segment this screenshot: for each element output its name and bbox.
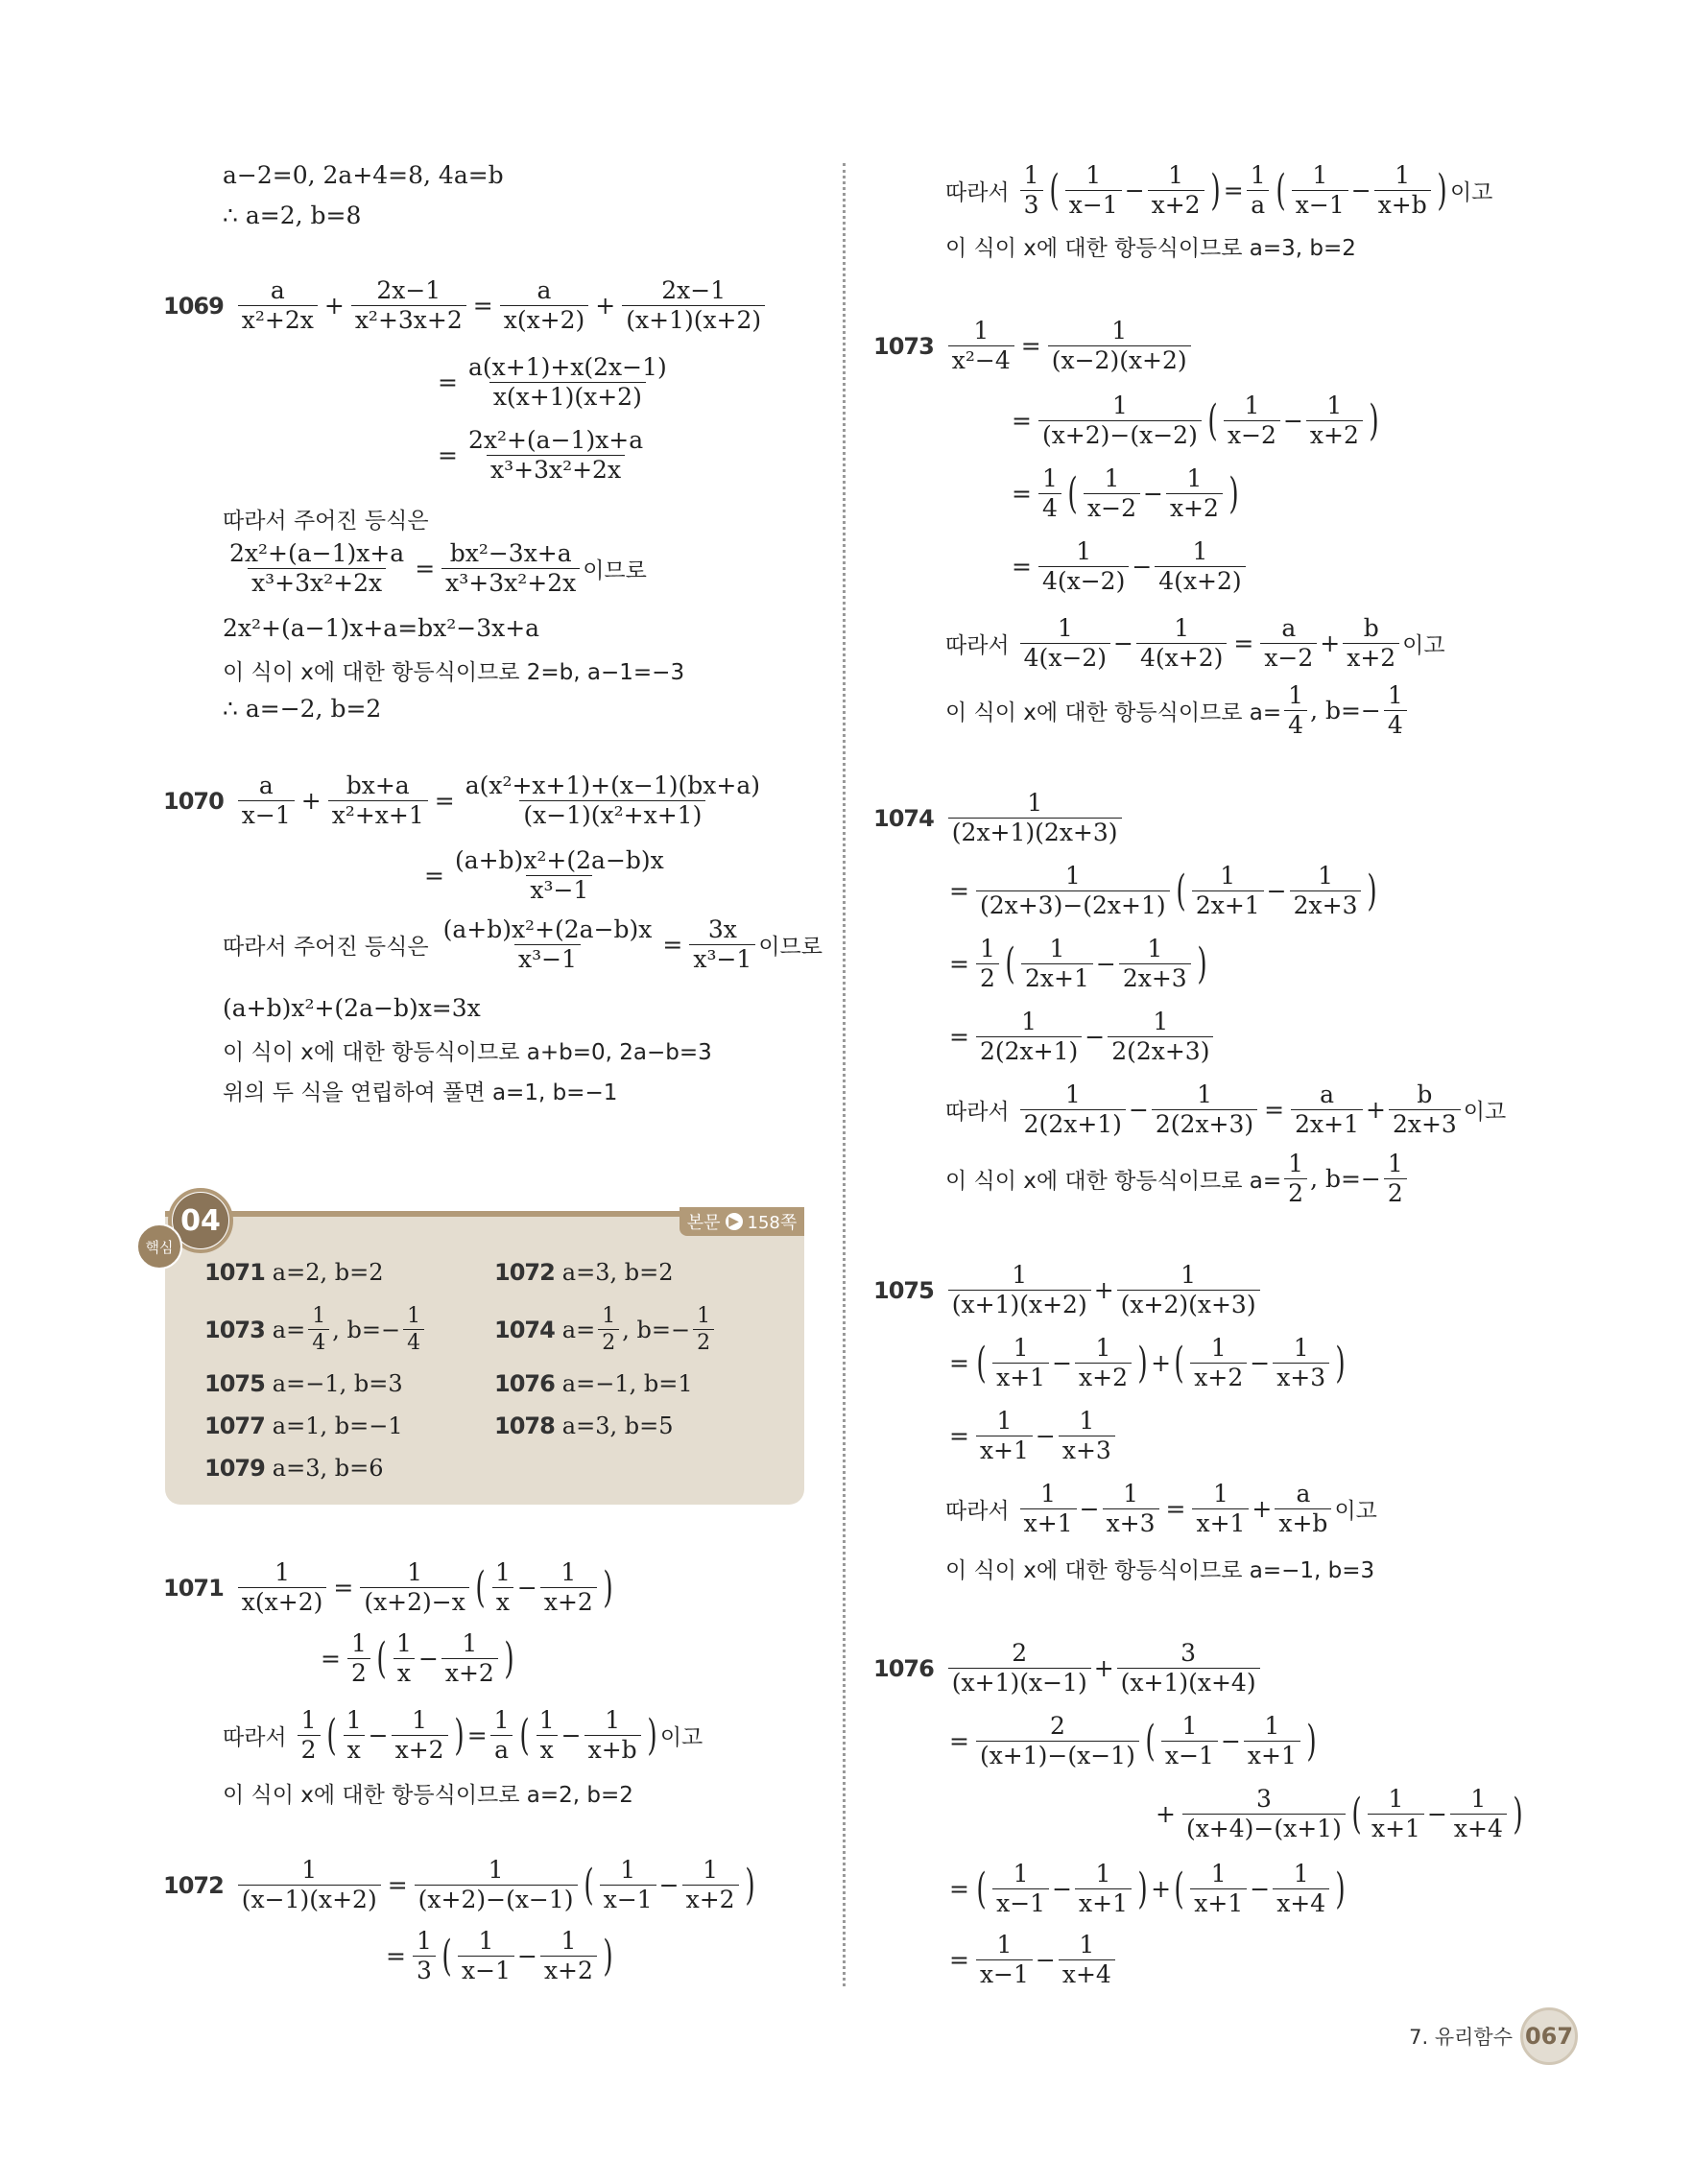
problem-1073-line3: = $\frac{1}{4}$ ( $\frac{1}{x-2}$ − $\frac{1}{x+2}$ ) (1012, 464, 1239, 523)
text-prefix: 따라서 주어진 등식은 (223, 935, 429, 961)
answer-number: 1076 (494, 1370, 555, 1397)
answer-text: a=3, b=6 (272, 1455, 384, 1482)
problem-1070-equation: 따라서 주어진 등식은 $\frac{\text{(a+b)x²+(2a−b)x}}{\text{x³−1}}$ = $\frac{3x}{\text{x³−1}}$ 이므로 (223, 915, 823, 974)
problem-1073-line1: 1073 $\frac{1}{\text{x²−4}}$ = $\frac{1}{(x-2)(x+2)}$ (873, 319, 1194, 374)
fraction-denominator: 2 (598, 1329, 619, 1354)
problem-number: 1070 (163, 787, 224, 815)
page-number: 067 (1520, 2007, 1578, 2065)
fraction-denominator: 2 (693, 1329, 714, 1354)
problem-number: 1071 (163, 1574, 224, 1602)
fraction-denominator: x³−1 (526, 875, 592, 903)
fraction-numerator: 2x−1 (376, 276, 441, 304)
answer-text: a=3, b=2 (561, 1259, 674, 1286)
fraction-numerator: 1 (312, 1304, 326, 1328)
arrow-right-icon: ▶ (726, 1213, 743, 1230)
text-line: 이 식이 x에 대한 항등식이므로 a= (945, 1169, 1282, 1195)
answer-item (494, 1412, 673, 1439)
problem-number: 1076 (873, 1654, 934, 1682)
problem-1069-line3: = $\frac{\text{2x²+(a−1)x+a}}{\text{x³+3x²+2x}}$ (434, 428, 650, 484)
problem-1076-line4: = ( $\frac{1}{x-1}$ − $\frac{1}{x+1}$ ) + ( $\frac{1}{x+1}$ − $\frac{1}{x+4}$ ) (949, 1860, 1346, 1918)
fraction-denominator: x−1 (238, 800, 295, 828)
answer-item (204, 1305, 427, 1354)
problem-1073-line4: = $\frac{1}{4(x-2)}$ − $\frac{1}{4(x+2)}$ (1008, 539, 1249, 595)
problem-1072-line1: 1072 $\frac{1}{(x-1)(x+2)}$ = $\frac{1}{(x+2)-(x-1)}$ ( $\frac{1}{x-1}$ − $\frac{1}{x+2}$ ) (163, 1856, 755, 1914)
text-suffix: 이고 (1463, 1100, 1507, 1126)
problem-1072-line2: = $\frac{1}{3}$ ( $\frac{1}{x-1}$ − $\frac{1}{x+2}$ ) (386, 1927, 613, 1985)
fraction-denominator: (x+1)(x+2) (622, 305, 765, 333)
answer-number: 1073 (204, 1316, 265, 1343)
fraction-denominator: x³+3x²+2x (248, 568, 386, 596)
answer-text: , b=− (622, 1316, 691, 1343)
problem-1071-line3: 따라서 $\frac{1}{2}$ ( $\frac{1}{x}$ − $\frac{1}{x+2}$ ) = $\frac{1}{a}$ ( $\frac{1}{x}$ − $\frac{1}{x+b}$ ) 이고 (223, 1706, 703, 1765)
fraction-numerator: 2x²+(a−1)x+a (467, 426, 644, 454)
problem-1076-line5: = $\frac{1}{x-1}$ − $\frac{1}{x+4}$ (945, 1933, 1118, 1988)
text-line: , b=− (1310, 697, 1381, 725)
problem-1076-line2: = $\frac{2}{(x+1)-(x-1)}$ ( $\frac{1}{x-1}$ − $\frac{1}{x+1}$ ) (949, 1712, 1317, 1770)
fraction-numerator: 3x (707, 915, 737, 943)
answer-number: 1074 (494, 1316, 555, 1343)
text-line: a−2=0, 2a+4=8, 4a=b (223, 161, 504, 189)
text-prefix: 따라서 (945, 180, 1010, 206)
problem-1075-line4: 따라서 $\frac{1}{x+1}$ − $\frac{1}{x+3}$ = $\frac{1}{x+1}$ + $\frac{a}{x+b}$ 이고 (945, 1480, 1377, 1538)
text-line: (a+b)x²+(2a−b)x=3x (223, 994, 481, 1022)
reference-page: 158쪽 (747, 1213, 798, 1233)
fraction-denominator: x²+2x (238, 305, 318, 333)
problem-1071-line1: 1071 $\frac{1}{x(x+2)}$ = $\frac{1}{(x+2)-x}$ ( $\frac{1}{x}$ − $\frac{1}{x+2}$ ) (163, 1558, 613, 1617)
fraction-numerator: (a+b)x²+(2a−b)x (454, 846, 664, 874)
answer-item (204, 1259, 383, 1286)
problem-1076-line1: 1076 $\frac{2}{(x+1)(x-1)}$ + $\frac{3}{(x+1)(x+4)}$ (873, 1641, 1263, 1697)
problem-number: 1073 (873, 332, 934, 360)
text-line: ∴ a=2, b=8 (223, 202, 362, 229)
text-line: 2x²+(a−1)x+a=bx²−3x+a (223, 614, 540, 642)
text-line: ∴ a=−2, b=2 (223, 695, 382, 723)
problem-1070-line1: 1070 $\frac{a}{x-1}$ + $\frac{bx+a}{\text{x²+x+1}}$ = $\frac{\text{a(x²+x+1)+(x−1)(bx+a)}}{\text{(x−1)(x²+x+1)}}$ (163, 773, 767, 829)
problem-1074-line3: = $\frac{1}{2}$ ( $\frac{1}{2x+1}$ − $\frac{1}{2x+3}$ ) (949, 935, 1207, 993)
problem-1074-line1: 1074 $\frac{1}{(2x+1)(2x+3)}$ (873, 791, 1125, 846)
text-line: , b=− (1310, 1165, 1381, 1194)
answer-item (204, 1455, 383, 1482)
answer-number: 1078 (494, 1412, 555, 1439)
answer-text: a=2, b=2 (272, 1259, 384, 1286)
fraction-denominator: x(x+1)(x+2) (489, 382, 646, 410)
answer-item (204, 1370, 403, 1397)
fraction-denominator: (x−1)(x²+x+1) (519, 800, 705, 828)
text-suffix: 이고 (1449, 180, 1493, 206)
answer-text: a=3, b=5 (561, 1412, 674, 1439)
fraction-denominator: 4 (403, 1329, 424, 1354)
problem-1069-equation: $\frac{\text{2x²+(a−1)x+a}}{\text{x³+3x²+2x}}$ = $\frac{\text{bx²−3x+a}}{\text{x³+3x²+2x}}$ 이므로 (223, 541, 647, 597)
problem-1073-line6: 이 식이 x에 대한 항등식이므로 a= $\frac{1}{4}$ , b=− $\frac{1}{4}$ (945, 683, 1410, 739)
problem-1075-line2: = ( $\frac{1}{x+1}$ − $\frac{1}{x+2}$ ) + ( $\frac{1}{x+2}$ − $\frac{1}{x+3}$ ) (949, 1334, 1346, 1392)
text-suffix: 이므로 (758, 935, 823, 961)
problem-1075-line1: 1075 $\frac{1}{(x+1)(x+2)}$ + $\frac{1}{(x+2)(x+3)}$ (873, 1263, 1263, 1318)
chapter-label: 7. 유리함수 (1409, 2026, 1513, 2049)
fraction-numerator: 2x²+(a−1)x+a (229, 539, 405, 567)
text-line: 이 식이 x에 대한 항등식이므로 a=2, b=2 (223, 1783, 633, 1808)
problem-number: 1075 (873, 1276, 934, 1304)
answer-number: 1079 (204, 1455, 265, 1482)
problem-1070-line2: = $\frac{\text{(a+b)x²+(2a−b)x}}{\text{x³−1}}$ (420, 848, 671, 904)
fraction-numerator: a(x+1)+x(2x−1) (467, 353, 667, 381)
answer-item (204, 1412, 403, 1439)
fraction-denominator: 4 (308, 1329, 329, 1354)
answer-text: a=−1, b=3 (272, 1370, 403, 1397)
problem-1074-line4: = $\frac{1}{2(2x+1)}$ − $\frac{1}{2(2x+3)}$ (945, 1009, 1216, 1065)
fraction-numerator: a(x²+x+1)+(x−1)(bx+a) (465, 772, 760, 799)
core-label: 핵심 (136, 1223, 182, 1270)
problem-1073-line5: 따라서 $\frac{1}{4(x-2)}$ − $\frac{1}{4(x+2)}$ = $\frac{a}{x-2}$ + $\frac{b}{x+2}$ 이고 (945, 614, 1445, 673)
text-line: 이 식이 x에 대한 항등식이므로 2=b, a−1=−3 (223, 660, 685, 685)
fraction-denominator: x³+3x²+2x (487, 455, 625, 483)
answer-text: a=−1, b=1 (561, 1370, 693, 1397)
problem-1069-line1: 1069 $\frac{a}{\text{x²+2x}}$ + $\frac{2x-1}{\text{x²+3x+2}}$ = $\frac{a}{x(x+2)}$ + $\frac{2x-1}{(x+1)(x+2)}$ (163, 278, 768, 334)
fraction-numerator: bx+a (346, 772, 410, 799)
text-line: 따라서 주어진 등식은 (223, 509, 429, 534)
text-prefix: 따라서 (945, 633, 1010, 659)
fraction-numerator: bx²−3x+a (449, 539, 572, 567)
answer-item (494, 1305, 717, 1354)
problem-1072-line3: 따라서 $\frac{1}{3}$ ( $\frac{1}{x-1}$ − $\frac{1}{x+2}$ ) = $\frac{1}{a}$ ( $\frac{1}{x-1}$ − $\frac{1}{x+b}$ ) 이고 (945, 161, 1493, 220)
text-line: 이 식이 x에 대한 항등식이므로 a=3, b=2 (945, 236, 1356, 261)
text-suffix: 이고 (659, 1725, 703, 1751)
text-line: 이 식이 x에 대한 항등식이므로 a=−1, b=3 (945, 1558, 1375, 1583)
fraction-numerator: (a+b)x²+(2a−b)x (442, 915, 653, 943)
answer-text: a= (561, 1316, 596, 1343)
fraction-numerator: 2x−1 (661, 276, 727, 304)
page-footer (1409, 2007, 1578, 2065)
problem-1074-line5: 따라서 $\frac{1}{2(2x+1)}$ − $\frac{1}{2(2x+3)}$ = $\frac{a}{2x+1}$ + $\frac{b}{2x+3}$ 이고 (945, 1080, 1507, 1139)
reference-label: 본문 (686, 1213, 721, 1233)
answer-number: 1075 (204, 1370, 265, 1397)
fraction-numerator: 1 (602, 1304, 616, 1328)
fraction-numerator: 1 (407, 1304, 421, 1328)
text-suffix: 이고 (1334, 1499, 1377, 1525)
fraction-numerator: 1 (697, 1304, 711, 1328)
column-divider (843, 163, 846, 1986)
fraction-denominator: x²+x+1 (328, 800, 428, 828)
text-line: 위의 두 식을 연립하여 풀면 a=1, b=−1 (223, 1080, 618, 1105)
answer-text: a=1, b=−1 (272, 1412, 403, 1439)
section-badge: 04 (173, 1193, 228, 1248)
text-line: 이 식이 x에 대한 항등식이므로 a+b=0, 2a−b=3 (223, 1040, 712, 1065)
problem-1073-line2: = $\frac{1}{(x+2)-(x-2)}$ ( $\frac{1}{x-2}$ − $\frac{1}{x+2}$ ) (1012, 392, 1379, 450)
text-suffix: 이고 (1402, 633, 1445, 659)
text-prefix: 따라서 (945, 1499, 1010, 1525)
fraction-denominator: x³+3x²+2x (441, 568, 580, 596)
answer-text: , b=− (332, 1316, 401, 1343)
text-prefix: 따라서 (223, 1725, 287, 1751)
problem-1074-line2: = $\frac{1}{(2x+3)-(2x+1)}$ ( $\frac{1}{2x+1}$ − $\frac{1}{2x+3}$ ) (949, 862, 1378, 920)
problem-1069-line2: = $\frac{a(x+1)+x(2x-1)}{x(x+1)(x+2)}$ (434, 355, 674, 411)
answer-text: a= (272, 1316, 306, 1343)
problem-1071-line2: = $\frac{1}{2}$ ( $\frac{1}{x}$ − $\frac{1}{x+2}$ ) (321, 1629, 514, 1688)
answer-item (494, 1370, 693, 1397)
fraction-numerator: a (270, 276, 285, 304)
text-line: 이 식이 x에 대한 항등식이므로 a= (945, 700, 1282, 726)
reference-tag (680, 1207, 804, 1236)
fraction-denominator: x³−1 (514, 944, 581, 972)
answer-number: 1071 (204, 1259, 265, 1286)
fraction-numerator: a (258, 772, 274, 799)
problem-1075-line3: = $\frac{1}{x+1}$ − $\frac{1}{x+3}$ (945, 1409, 1118, 1464)
fraction-denominator: x³−1 (689, 944, 755, 972)
problem-number: 1072 (163, 1871, 224, 1899)
answer-item (494, 1259, 673, 1286)
fraction-numerator: a (537, 276, 552, 304)
problem-1076-line3: + $\frac{3}{(x+4)-(x+1)}$ ( $\frac{1}{x+1}$ − $\frac{1}{x+4}$ ) (1156, 1785, 1523, 1843)
problem-number: 1074 (873, 804, 934, 832)
text-suffix: 이므로 (583, 558, 647, 584)
answer-number: 1077 (204, 1412, 265, 1439)
answer-number: 1072 (494, 1259, 555, 1286)
text-prefix: 따라서 (945, 1100, 1010, 1126)
fraction-denominator: x²+3x+2 (351, 305, 466, 333)
problem-1074-line6: 이 식이 x에 대한 항등식이므로 a= $\frac{1}{2}$ , b=− $\frac{1}{2}$ (945, 1151, 1410, 1207)
problem-number: 1069 (163, 292, 224, 320)
fraction-denominator: x(x+2) (500, 305, 589, 333)
